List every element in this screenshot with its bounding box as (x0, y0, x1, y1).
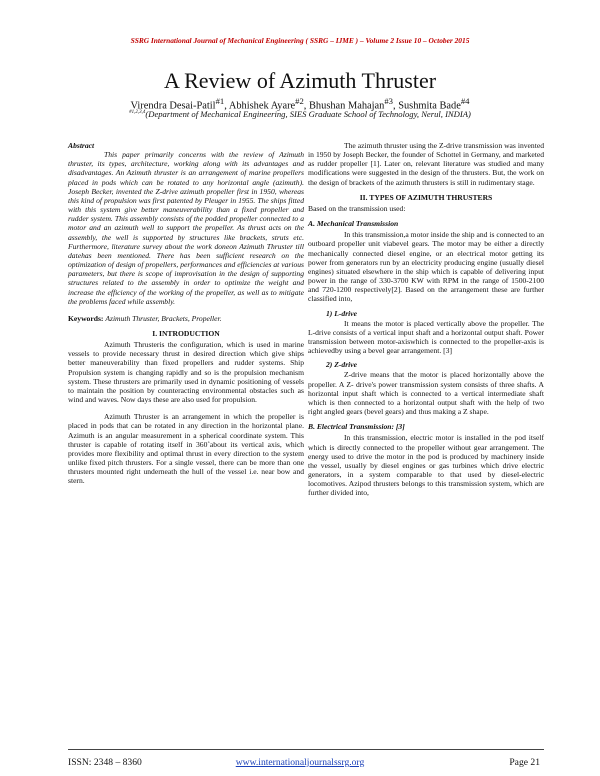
section-2-intro: Based on the transmission used: (308, 203, 406, 213)
keywords-text: Azimuth Thruster, Brackets, Propeller. (105, 313, 222, 323)
l-drive-heading: 1) L-drive (326, 308, 357, 318)
l-drive-text: It means the motor is placed vertically above the propeller. The L-drive consists of a vertical input shaft and a horizontal output shaft. Power transmission between motor-axiswhich is connected to the propeller-axis is achievedby using a bevel gear arrangement. [3] (308, 318, 544, 356)
author-2: Abhishek Ayare (228, 100, 296, 112)
intro-paragraph-2: Azimuth Thruster is an arrangement in which the propeller is placed in pods that can be rotated in any direction in the horizontal plane. Azimuth is an angular measurement in a spherical coordinate system. This thruster is capable of rotating itself in 360˚about its vertical axis, which provides more flexibility and optimal thrust in every direction to the system unlike fixed pitch thrusters. For a single vessel, there can be more than one thrusters mounted right underneath the hull of the vessel i.e. near bow and stern. (68, 412, 304, 486)
right-paragraph-1: The azimuth thruster using the Z-drive transmission was invented in 1950 by Joseph Becker, the founder of Schottel in Germany, and marketed as rudder propeller [1]. Later on, relevant literature was studied and many modifications were suggested in the design of the thrusters. But, the work on the design of brackets of the azimuth thrusters is still in rudimentary stage. (308, 141, 544, 187)
author-list: Virendra Desai-Patil$^{\#1}$, Abhishek Ayare$^{\#2}$, Bhushan Mahajan$^{\#3}$, Sushmita Bade$^{\#4}$ (130, 96, 470, 112)
left-column (68, 141, 304, 485)
author-2-mark: #2 (295, 96, 304, 106)
z-drive-text: Z-drive means that the motor is placed horizontally above the propeller. A Z- drive's power transmission system consists of three shafts. A horizontal input shaft which is connected to a vertical intermediate shaft which is then connected to a horizontal output shaft with the help of two right angled gears (bevel gears) and thus making a Z shape. (308, 370, 544, 417)
right-column (308, 141, 544, 497)
author-3-mark: #3 (384, 96, 393, 106)
journal-header: SSRG International Journal of Mechanical Engineering ( SSRG – IJME ) – Volume 2 Issue 10 – October 2015 (130, 36, 470, 45)
subsection-b-heading: B. Electrical Transmission: [3] (308, 422, 405, 432)
intro-paragraph-1: Azimuth Thrusteris the configuration, which is used in marine vessels to provide necessary thrust in desired direction which give ships better maneuverability than fixed propellers and rudder systems. Ship Propulsion system is changing rapidly and so is the propulsion mechanism system. These thrusters are primarily used in dynamic positioning of vessels to maintain the position by counteracting environmental obstacles such as wind and waves. Now days these are also used for propulsion. (68, 340, 304, 405)
paper-title: A Review of Azimuth Thruster (163, 68, 437, 93)
author-4: Sushmita Bade (398, 100, 461, 112)
abstract-text: This paper primarily concerns with the review of Azimuth thruster, its types, architecture, working along with its advantages and disadvantages. An Azimuth thruster is an arrangement of marine propellers placed in pods which can be rotated to any horizontal angle (azimuth). Joseph Becker, invented the Z-drive azimuth propeller first in 1950, whereas this kind of propulsion was first patented by Pleuger in 1955. The ships fitted with this system give better maneuverability than a fixed propeller and rudder system. This assembly consists of the podded propeller connected to a motor and an azimuth well to support the propeller. As thrust acts on the assembly, the well is supported by structures like brackets, struts etc. Furthermore, literature survey about the work doneon Azimuth Thruster till datehas been mentioned. There has been sufficient research on the optimization of design of propellers, performances and efficiencies at various parameters, but there is scope of improvisation in the design of supporting structures related to the assembly in order to optimize the weight and increase the efficiency of the working of the propeller, as well as to mitigate the problems faced while assembly. (68, 150, 304, 306)
abstract-heading: Abstract (68, 141, 95, 150)
subsection-b-text: In this transmission, electric motor is installed in the pod itself which is directly connected to the propeller without gear arrangement. The energy used to drive the motor in the pod is produced by machinery inside the vessel, usually by diesel engines or gas turbines which drive electric generators, in a system comparable to that used by diesel-electric locomotives. Azipod thrusters belongs to this transmission system, which are further divided into, (308, 433, 544, 498)
affiliation-marks: #1,2,3,4 (129, 110, 146, 116)
keywords-label: Keywords: (68, 313, 104, 323)
footer-url-link[interactable]: www.internationaljournalssrg.org (235, 757, 365, 768)
z-drive-heading: 2) Z-drive (326, 360, 357, 370)
affiliation (60, 109, 540, 119)
author-1-mark: #1 (215, 96, 225, 106)
subsection-a-heading: A. Mechanical Transmission (308, 219, 399, 229)
footer-divider (68, 749, 544, 750)
keywords (68, 314, 304, 323)
author-3: Bhushan Mahajan (309, 100, 385, 112)
footer-issn: ISSN: 2348 – 8360 (68, 757, 142, 768)
author-4-mark: #4 (460, 96, 470, 106)
author-1: Virendra Desai-Patil (130, 100, 216, 112)
subsection-a-text: In this transmission,a motor inside the ship and is connected to an outboard propeller unit viabevel gears. The motor may be either a directly mechanically connected diesel engine, or an electrical motor getting its power from generators run by an electricity producing engine (usually diesel engines) situated elsewhere in the ship which is capable of delivering input power in the range of 330-3700 KW with RPM in the range of 1500-2100 and 720-1200 respectively[2]. Based on the arrangement these are further classified into, (308, 230, 544, 304)
affiliation-text: (Department of Mechanical Engineering, SIES Graduate School of Technology, Nerul, INDIA) (145, 109, 471, 119)
section-2-heading: II. TYPES OF AZIMUTH THRUSTERS (359, 192, 493, 202)
footer-page-number: Page 21 (509, 757, 540, 768)
intro-heading: I. INTRODUCTION (152, 328, 220, 338)
